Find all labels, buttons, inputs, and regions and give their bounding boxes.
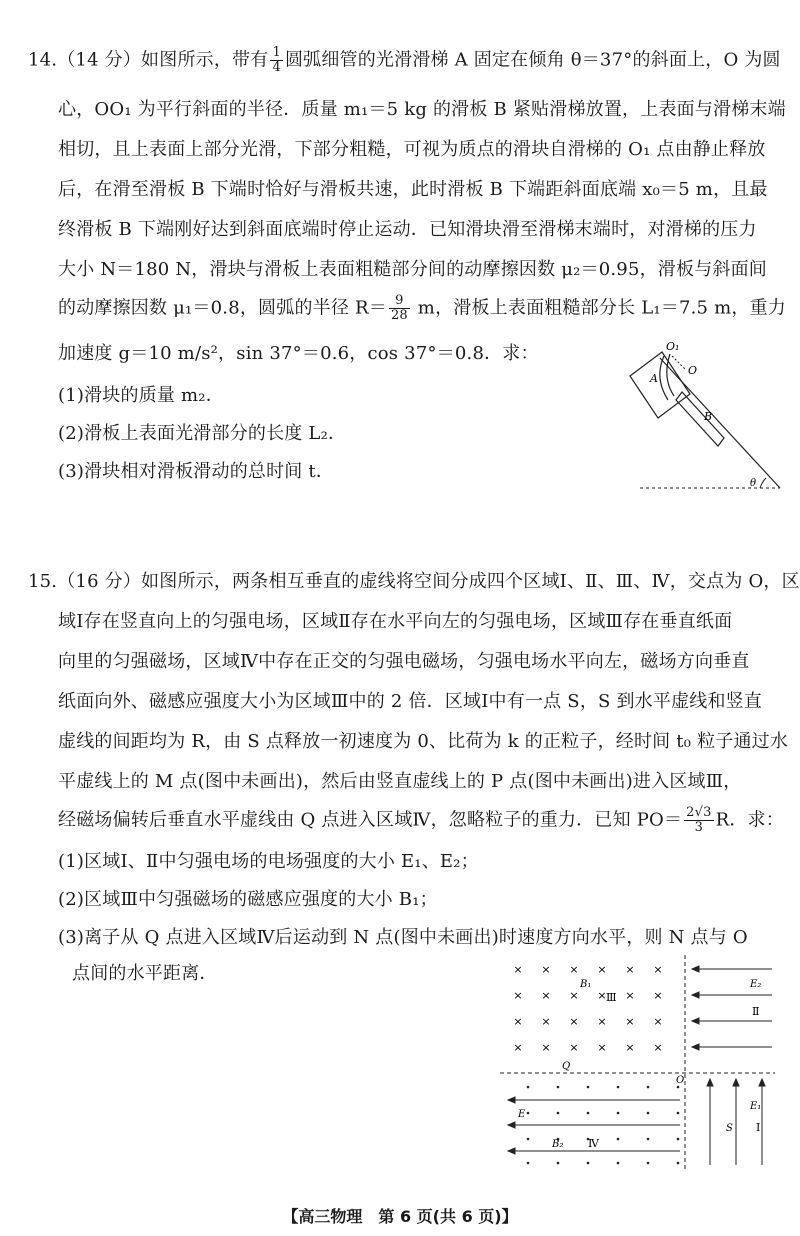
radius-fraction: $\frac{9}{28}$	[390, 293, 408, 323]
cross-mark: ×	[541, 989, 551, 1002]
cross-mark: ×	[569, 1015, 579, 1028]
cross-mark: ×	[625, 1041, 635, 1054]
q15-sub-1: (1)区域Ⅰ、Ⅱ中匀强电场的电场强度的大小 E₁、E₂；	[58, 851, 479, 872]
cross-mark: ×	[513, 1041, 523, 1054]
q15-line-3: 向里的匀强磁场，区域Ⅳ中存在正交的匀强电磁场，匀强电场水平向左，磁场方向垂直	[58, 651, 750, 672]
dot-mark	[677, 1086, 680, 1089]
label-S: S	[726, 1123, 733, 1134]
cross-mark: ×	[625, 989, 635, 1002]
q15-sub-3b: 点间的水平距离．	[72, 963, 218, 984]
q14-sub-3: (3)滑块相对滑板滑动的总时间 t．	[58, 461, 335, 482]
label-Q: Q	[562, 1061, 571, 1072]
dot-mark	[527, 1086, 530, 1089]
q14-line-7: 的动摩擦因数 μ₁＝0.8，圆弧的半径 R＝ $\frac{9}{28}$ m，滑板上表面粗糙部分长 L₁＝7.5 m，重力	[58, 293, 786, 323]
label-A: A	[650, 372, 658, 385]
q14-sub-1: (1)滑块的质量 m₂．	[58, 385, 224, 406]
q15-sub-3a: (3)离子从 Q 点进入区域Ⅳ后运动到 N 点(图中未画出)时速度方向水平，则 N 点与 O	[58, 927, 748, 948]
q14-sub-2: (2)滑板上表面光滑部分的长度 L₂．	[58, 423, 347, 444]
dot-mark	[557, 1086, 560, 1089]
dot-mark	[527, 1138, 530, 1141]
dot-mark	[587, 1086, 590, 1089]
cross-mark: ×	[569, 1041, 579, 1054]
cross-mark: ×	[569, 989, 579, 1002]
q14-line-1: 14.（14 分）如图所示，带有 $\frac{1}{4}$ 圆弧细管的光滑滑梯 A 固定在倾角 θ＝37°的斜面上，O 为圆	[28, 45, 781, 75]
dot-mark	[587, 1162, 590, 1165]
dot-mark	[587, 1112, 590, 1115]
dot-mark	[647, 1162, 650, 1165]
dot-mark	[617, 1112, 620, 1115]
label-region-II: Ⅱ	[752, 1005, 760, 1018]
q15-line-1: 15.（16 分）如图所示，两条相互垂直的虚线将空间分成四个区域Ⅰ、Ⅱ、Ⅲ、Ⅳ，交点为 O，区	[28, 571, 800, 592]
label-B2: B₂	[552, 1139, 564, 1150]
cross-mark: ×	[653, 963, 663, 976]
dot-mark	[617, 1086, 620, 1089]
cross-mark: ×	[653, 989, 663, 1002]
cross-mark: ×	[513, 1015, 523, 1028]
label-region-III: Ⅲ	[606, 991, 617, 1004]
arc-tube-inner	[667, 354, 674, 396]
q14-line-2: 心，OO₁ 为平行斜面的半径．质量 m₁＝5 kg 的滑板 B 紧贴滑梯放置，上表面与滑梯末端	[58, 99, 786, 120]
label-region-I: Ⅰ	[756, 1121, 761, 1134]
q15-line-5: 虚线的间距均为 R，由 S 点释放一初速度为 0、比荷为 k 的正粒子，经时间 t₀ 粒子通过水	[58, 731, 789, 752]
label-B1: B₁	[580, 979, 592, 990]
angle-arc	[760, 478, 766, 488]
dot-mark	[677, 1112, 680, 1115]
slide-incline-figure	[620, 338, 785, 498]
cross-mark: ×	[597, 1041, 607, 1054]
dot-mark	[557, 1162, 560, 1165]
q14-line-6: 大小 N＝180 N，滑块与滑板上表面粗糙部分间的动摩擦因数 μ₂＝0.95，滑板与斜面间	[58, 259, 768, 280]
magnetic-field-into-page	[513, 963, 662, 1054]
cross-mark: ×	[597, 1015, 607, 1028]
q15-line-4: 纸面向外、磁感应强度大小为区域Ⅲ中的 2 倍．区域Ⅰ中有一点 S，S 到水平虚线和竖直	[58, 691, 763, 712]
cross-mark: ×	[625, 963, 635, 976]
slide-A-body	[630, 352, 690, 418]
label-theta: θ	[750, 478, 757, 489]
dot-mark	[677, 1162, 680, 1165]
dot-mark	[527, 1112, 530, 1115]
radius-line	[672, 356, 686, 370]
cross-mark: ×	[541, 1041, 551, 1054]
dot-mark	[617, 1162, 620, 1165]
label-region-IV: Ⅳ	[588, 1137, 599, 1150]
q14-line-5: 终滑板 B 下端刚好达到斜面底端时停止运动．已知滑块滑至滑梯末端时，对滑梯的压力	[58, 219, 757, 240]
incline-surface	[660, 358, 780, 488]
q15-line-2: 域Ⅰ存在竖直向上的匀强电场，区域Ⅱ存在水平向左的匀强电场，区域Ⅲ存在垂直纸面	[58, 611, 733, 632]
cross-mark: ×	[569, 963, 579, 976]
dot-mark	[647, 1112, 650, 1115]
cross-mark: ×	[653, 1041, 663, 1054]
cross-mark: ×	[541, 1015, 551, 1028]
cross-mark: ×	[513, 963, 523, 976]
q15-line-6: 平虚线上的 M 点(图中未画出)，然后由竖直虚线上的 P 点(图中未画出)进入区域Ⅲ，	[58, 771, 742, 792]
label-B: B	[704, 410, 713, 423]
cross-mark: ×	[597, 989, 607, 1002]
label-E: E	[518, 1109, 526, 1120]
label-O1: O₁	[666, 340, 680, 353]
field-regions-figure	[500, 955, 780, 1175]
quarter-fraction: $\frac{1}{4}$	[272, 45, 281, 75]
q14-line-3: 相切，且上表面上部分光滑，下部分粗糙，可视为质点的滑块自滑梯的 O₁ 点由静止释放	[58, 139, 766, 160]
q15-line-7: 经磁场偏转后垂直水平虚线由 Q 点进入区域Ⅳ，忽略粒子的重力．已知 PO＝ $\frac{2√3}{3}$ R．求：	[58, 805, 784, 835]
q14-line-8: 加速度 g＝10 m/s²，sin 37°＝0.6，cos 37°＝0.8．求：	[58, 343, 539, 364]
q15-sub-2: (2)区域Ⅲ中匀强磁场的磁感应强度的大小 B₁；	[58, 889, 438, 910]
label-E1: E₁	[750, 1101, 762, 1112]
cross-mark: ×	[597, 963, 607, 976]
label-E2: E₂	[750, 979, 762, 990]
dot-mark	[557, 1112, 560, 1115]
dot-mark	[677, 1138, 680, 1141]
cross-mark: ×	[653, 1015, 663, 1028]
po-fraction: $\frac{2√3}{3}$	[686, 805, 712, 835]
q14-line-4: 后，在滑至滑板 B 下端时恰好与滑板共速，此时滑板 B 下端距斜面底端 x₀＝5 m，且最	[58, 179, 768, 200]
dot-mark	[647, 1086, 650, 1089]
dot-mark	[617, 1138, 620, 1141]
dot-mark	[647, 1138, 650, 1141]
label-O: O	[688, 364, 698, 377]
cross-mark: ×	[625, 1015, 635, 1028]
cross-mark: ×	[541, 963, 551, 976]
dot-mark	[527, 1162, 530, 1165]
label-O: O	[676, 1075, 685, 1086]
cross-mark: ×	[513, 989, 523, 1002]
page-footer: 【高三物理 第 6 页(共 6 页)】	[282, 1207, 518, 1226]
